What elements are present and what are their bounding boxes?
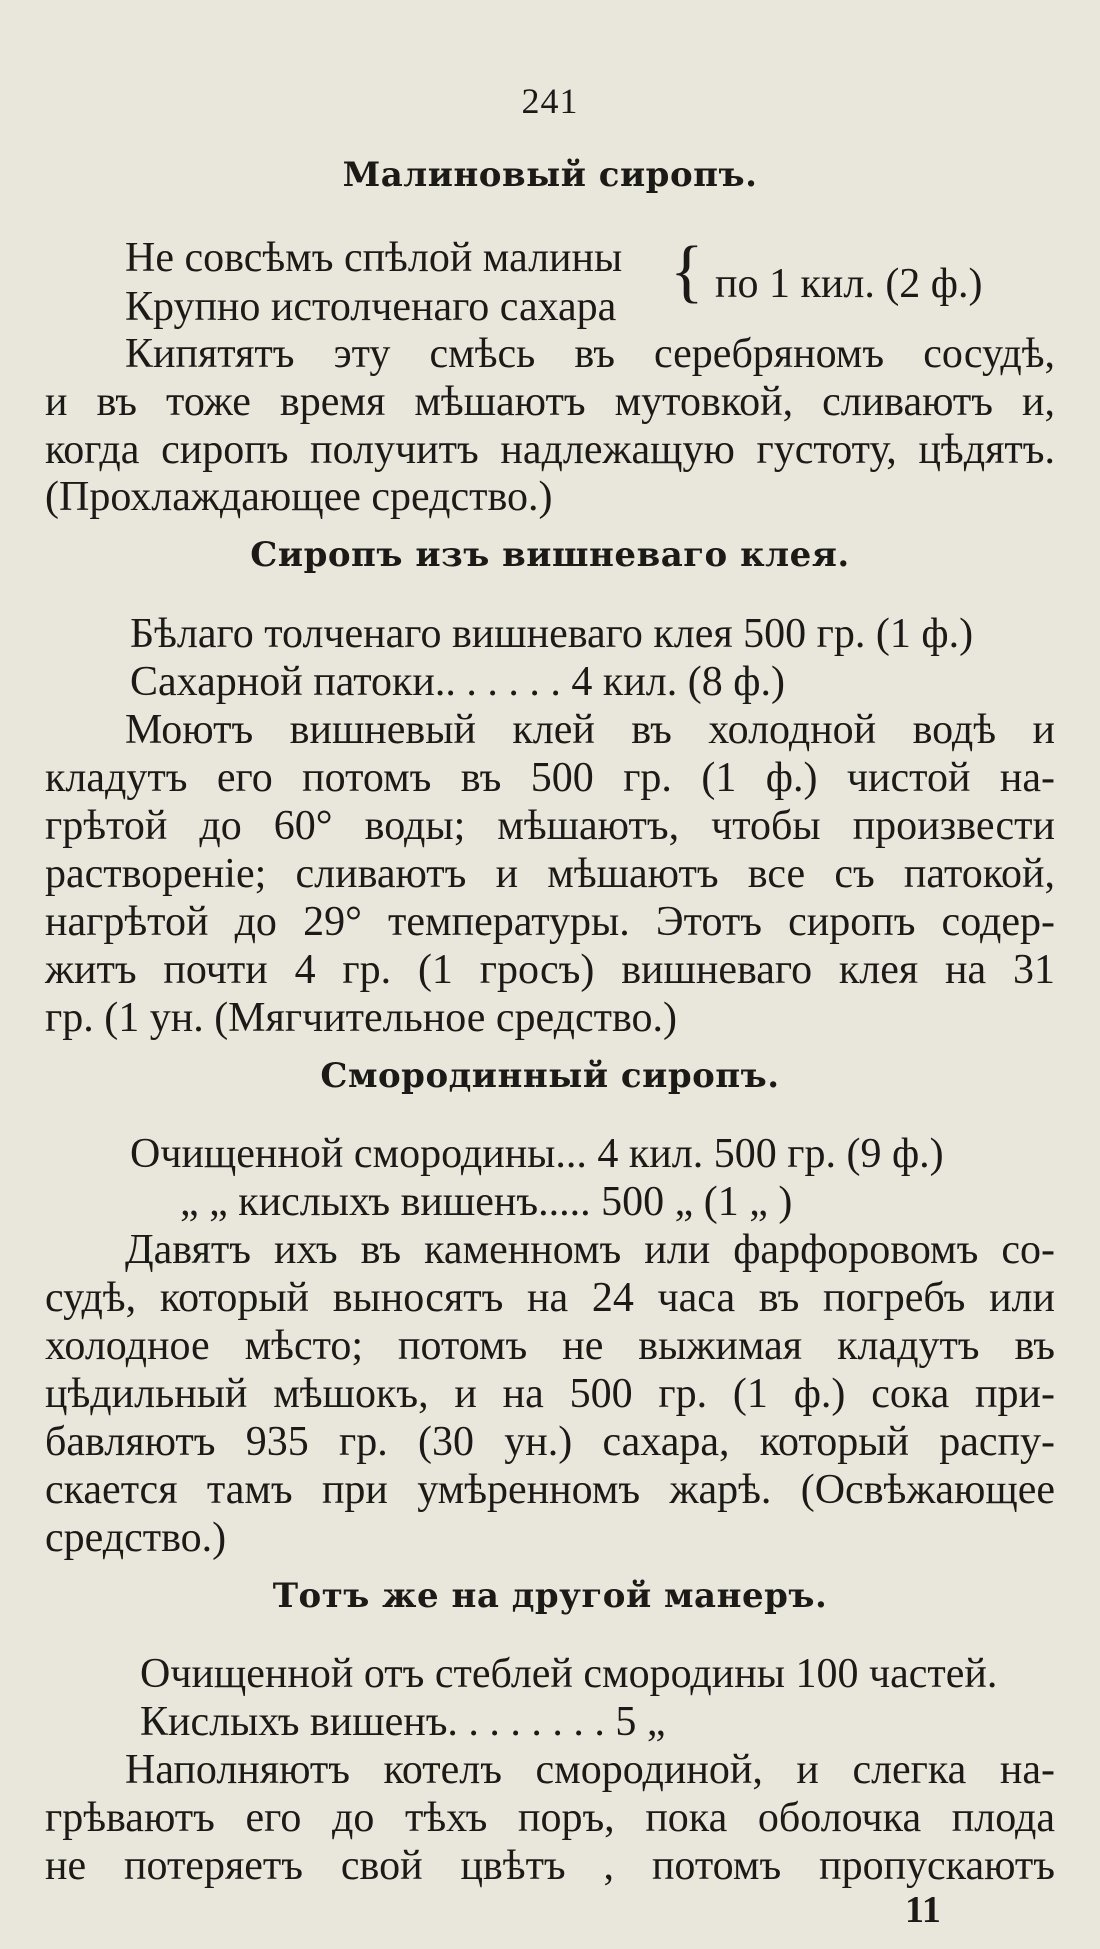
body-line: (Прохлаждающее средство.) bbox=[45, 474, 553, 520]
section-title: Смородинный сиропъ. bbox=[320, 1056, 780, 1096]
ingredient-line: Крупно истолченаго сахара bbox=[125, 284, 617, 330]
page-number: 241 bbox=[521, 81, 579, 121]
body-line: житъ почти 4 гр. (1 гросъ) вишневаго клея на 31 bbox=[45, 947, 1055, 993]
ingredient-line: „ „ кислыхъ вишенъ..... 500 „ (1 „ ) bbox=[180, 1179, 793, 1225]
brace-left: { bbox=[670, 233, 704, 310]
ingredient-line: Бѣлаго толченаго вишневаго клея 500 гр. (1 ф.) bbox=[130, 611, 974, 657]
body-line: когда сиропъ получитъ надлежащую густоту, цѣдятъ. bbox=[45, 427, 1055, 473]
section-title: Малиновый сиропъ. bbox=[342, 155, 758, 195]
body-line: скается тамъ при умѣренномъ жарѣ. (Освѣжающее bbox=[45, 1467, 1055, 1513]
body-line: не потеряетъ свой цвѣтъ , потомъ пропускаютъ bbox=[45, 1843, 1055, 1889]
body-line: Кипятятъ эту смѣсь въ серебряномъ сосудѣ, bbox=[125, 331, 1055, 377]
body-line: Наполняютъ котелъ смородиной, и слегка на- bbox=[125, 1747, 1055, 1793]
section-title: Тотъ же на другой манеръ. bbox=[272, 1576, 828, 1616]
ingredient-line: Сахарной патоки.. . . . . . 4 кил. (8 ф.) bbox=[130, 659, 785, 705]
printer-signature: 11 bbox=[905, 1889, 941, 1931]
body-line: грѣтой до 60° воды; мѣшаютъ, чтобы произвести bbox=[45, 803, 1055, 849]
body-line: холодное мѣсто; потомъ не выжимая кладутъ въ bbox=[45, 1323, 1055, 1369]
ingredient-line: Очищенной отъ стеблей смородины 100 частей. bbox=[140, 1651, 998, 1697]
body-line: раствореніе; сливаютъ и мѣшаютъ все съ патокой, bbox=[45, 851, 1055, 897]
body-line: бавляютъ 935 гр. (30 ун.) сахара, который распу- bbox=[45, 1419, 1055, 1465]
body-line: кладутъ его потомъ въ 500 гр. (1 ф.) чистой на- bbox=[45, 755, 1055, 801]
ingredient-quantity: по 1 кил. (2 ф.) bbox=[715, 261, 983, 307]
body-line: цѣдильный мѣшокъ, и на 500 гр. (1 ф.) сока при- bbox=[45, 1371, 1055, 1417]
body-line: средство.) bbox=[45, 1515, 227, 1561]
ingredient-line: Не совсѣмъ спѣлой малины bbox=[125, 235, 623, 281]
ingredient-line: Кислыхъ вишенъ. . . . . . . . 5 „ bbox=[140, 1699, 666, 1745]
body-line: грѣваютъ его до тѣхъ поръ, пока оболочка плода bbox=[45, 1795, 1055, 1841]
body-line: Давятъ ихъ въ каменномъ или фарфоровомъ со- bbox=[125, 1227, 1055, 1273]
body-line: Моютъ вишневый клей въ холодной водѣ и bbox=[125, 707, 1055, 753]
body-line: судѣ, который выносятъ на 24 часа въ погребъ или bbox=[45, 1275, 1055, 1321]
section-title: Сиропъ изъ вишневаго клея. bbox=[250, 535, 850, 575]
body-line: и въ тоже время мѣшаютъ мутовкой, сливаютъ и, bbox=[45, 379, 1055, 425]
body-line: гр. (1 ун. (Мягчительное средство.) bbox=[45, 995, 678, 1041]
ingredient-line: Очищенной смородины... 4 кил. 500 гр. (9 ф.) bbox=[130, 1131, 944, 1177]
body-line: нагрѣтой до 29° температуры. Этотъ сиропъ содер- bbox=[45, 899, 1055, 945]
